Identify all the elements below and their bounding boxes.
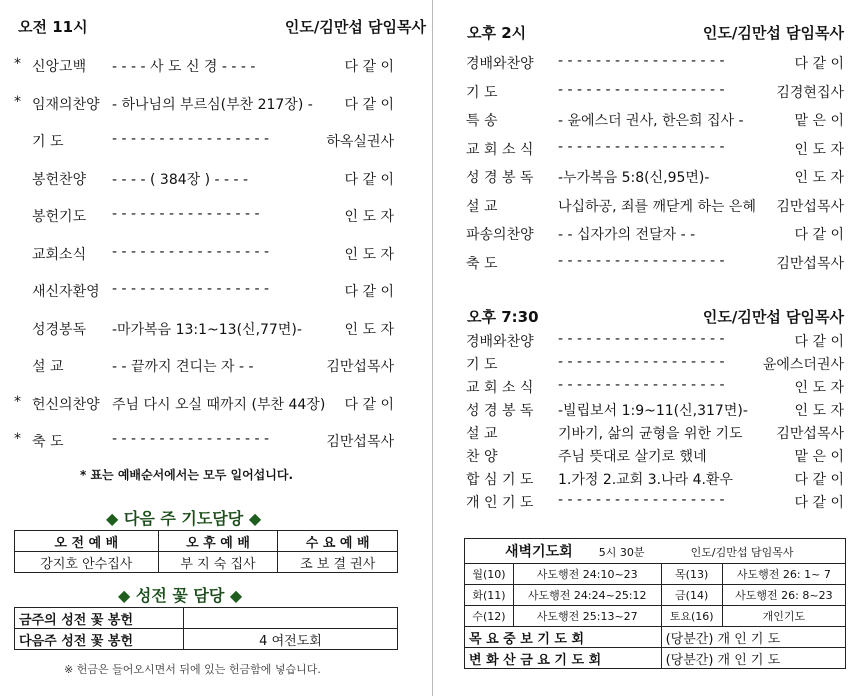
order-row <box>466 196 844 218</box>
order-content: - - - - - - - - - - - - - - - - - <box>112 131 270 147</box>
table-row <box>15 552 398 573</box>
order-label: 성 경 봉 독 <box>466 403 534 419</box>
order-row <box>14 394 394 418</box>
dawn-time: 5시 30분 <box>598 546 645 559</box>
order-content: - - - - - - - - - - - - - - - - - <box>112 243 270 260</box>
order-content: - - - - ( 384장 ) - - - - <box>112 171 249 188</box>
table-row <box>15 531 398 552</box>
table-row <box>465 585 846 606</box>
order-content: 주님 다시 오실 때까지 (부찬 44장) <box>112 396 326 413</box>
order-label: 합 심 기 도 <box>466 472 534 488</box>
order-row <box>466 139 844 161</box>
order-row <box>14 56 394 80</box>
order-who: 다 같 이 <box>344 396 394 413</box>
order-who: 김만섭목사 <box>776 255 844 272</box>
order-who: 김만섭목사 <box>326 434 394 450</box>
dawn-passage: 사도행전 24:24~25:12 <box>513 585 661 606</box>
order-content: - - - - - - - - - - - - - - - - - - <box>558 354 725 370</box>
order-who: 다 같 이 <box>344 171 394 188</box>
diamond-icon: ◆ <box>229 586 243 605</box>
order-row <box>466 423 844 445</box>
order-content: - - - - - - - - - - - - - - - - - - <box>558 331 725 347</box>
order-content: - 윤에스더 권사, 한은희 집사 - <box>558 113 744 129</box>
order-who: 인 도 자 <box>794 403 844 419</box>
order-content: - - - - - - - - - - - - - - - - - - <box>558 252 725 269</box>
order-row <box>466 469 844 491</box>
order-content: - - 끝까지 견디는 자 - - <box>112 359 254 375</box>
dawn-passage: 사도행전 26: 1~ 7 <box>722 564 845 585</box>
order-label: 설 교 <box>32 359 64 375</box>
order-who: 다 같 이 <box>344 96 394 113</box>
order-row <box>466 224 844 246</box>
order-content: - - - - - - - - - - - - - - - - - - <box>558 377 725 393</box>
thursday-prayer-label: 목 요 중 보 기 도 회 <box>465 627 662 648</box>
order-who: 인 도 자 <box>344 321 394 338</box>
order-row <box>466 446 844 468</box>
prayer-header-morning: 오 전 예 배 <box>15 531 159 552</box>
order-row <box>14 356 394 380</box>
friday-prayer-value: (당분간) 개 인 기 도 <box>661 648 845 669</box>
order-row <box>466 331 844 353</box>
order-content: 기바기, 삶의 균형을 위한 기도 <box>558 426 743 442</box>
afternoon-time: 오후 2시 <box>467 24 527 42</box>
order-content: - - - - - - - - - - - - - - - - - - <box>558 53 725 69</box>
evening-time: 오후 7:30 <box>467 308 539 326</box>
order-content: - - - - - - - - - - - - - - - - - - <box>558 492 725 508</box>
order-row <box>14 131 394 155</box>
order-who: 김만섭목사 <box>776 426 844 442</box>
order-row <box>466 400 844 422</box>
offering-footnote: ※ 헌금은 들어오시면서 뒤에 있는 헌금함에 넣습니다. <box>64 663 321 676</box>
order-who: 다 같 이 <box>794 334 844 350</box>
order-who: 다 같 이 <box>794 56 844 72</box>
order-row <box>466 354 844 376</box>
table-row <box>465 648 846 669</box>
table-row <box>15 608 398 629</box>
order-label: 찬 양 <box>466 449 498 465</box>
table-row <box>15 629 398 650</box>
order-content: - - - - - - - - - - - - - - - - - <box>112 431 270 447</box>
dawn-title: 새벽기도회 <box>505 544 573 560</box>
table-row <box>465 627 846 648</box>
order-who: 다 같 이 <box>794 227 844 243</box>
order-content: - - - - 사 도 신 경 - - - - <box>112 59 256 75</box>
order-label: 설 교 <box>466 426 498 442</box>
order-label: 경배와찬양 <box>466 56 534 72</box>
dawn-header <box>465 539 846 564</box>
order-row <box>14 319 394 343</box>
thursday-prayer-value: (당분간) 개 인 기 도 <box>661 627 845 648</box>
order-row <box>466 82 844 104</box>
order-label: 특 송 <box>466 113 498 129</box>
order-content: - - 십자가의 전달자 - - <box>558 227 696 243</box>
order-who: 다 같 이 <box>794 495 844 511</box>
order-label: 개 인 기 도 <box>466 495 534 511</box>
order-content: - - - - - - - - - - - - - - - - - <box>112 281 270 297</box>
prayer-duty-table <box>14 530 398 573</box>
dawn-day: 수(12) <box>465 606 514 627</box>
dawn-day: 월(10) <box>465 564 514 585</box>
order-label: 새신자환영 <box>32 284 100 300</box>
flower-value-this-week <box>184 608 398 629</box>
diamond-icon: ◆ <box>248 509 262 528</box>
order-who: 인 도 자 <box>344 246 394 263</box>
order-content: - - - - - - - - - - - - - - - - - - <box>558 138 725 155</box>
order-who: 김만섭목사 <box>326 359 394 375</box>
prayer-value-afternoon: 부 지 숙 집사 <box>158 552 278 573</box>
order-content: -마가복음 13:1~13(신,77면)- <box>112 321 302 338</box>
order-row <box>14 206 394 230</box>
diamond-icon: ◆ <box>106 509 119 528</box>
order-content: 1.가정 2.교회 3.나라 4.환우 <box>558 472 733 488</box>
order-label: 성경봉독 <box>32 321 87 338</box>
order-row <box>14 431 394 455</box>
order-row <box>14 169 394 193</box>
order-label: 파송의찬양 <box>466 227 534 243</box>
order-label: 봉헌찬양 <box>32 171 87 188</box>
order-row <box>466 110 844 132</box>
order-label: 설 교 <box>466 198 498 215</box>
table-row <box>465 539 846 564</box>
prayer-value-morning: 강지호 안수집사 <box>15 552 159 573</box>
order-content: - 하나님의 부르심(부찬 217장) - <box>112 96 313 113</box>
order-label: 교회소식 <box>32 246 87 263</box>
order-label: 봉헌기도 <box>32 209 87 225</box>
order-row <box>14 281 394 305</box>
dawn-passage: 사도행전 25:13~27 <box>513 606 661 627</box>
order-label: 임재의찬양 <box>32 96 100 113</box>
flower-duty-table <box>14 607 398 650</box>
order-star: * <box>14 431 21 447</box>
morning-time: 오전 11시 <box>18 18 88 36</box>
afternoon-leader: 인도/김만섭 담임목사 <box>702 24 844 42</box>
order-label: 경배와찬양 <box>466 334 534 350</box>
order-row <box>466 253 844 275</box>
order-content: -누가복음 5:8(신,95면)- <box>558 170 710 186</box>
prayer-value-wednesday: 조 보 결 권사 <box>278 552 398 573</box>
prayer-duty-title <box>106 506 261 529</box>
order-label: 기 도 <box>466 84 498 101</box>
order-row <box>14 244 394 268</box>
order-who: 다 같 이 <box>794 472 844 488</box>
order-label: 헌신의찬양 <box>32 396 100 413</box>
order-star: * <box>14 56 21 72</box>
dawn-day: 화(11) <box>465 585 514 606</box>
diamond-icon: ◆ <box>118 586 131 605</box>
dawn-passage: 사도행전 26: 8~23 <box>722 585 845 606</box>
dawn-prayer-table <box>464 538 846 669</box>
order-who: 하옥실권사 <box>326 134 394 150</box>
evening-leader: 인도/김만섭 담임목사 <box>702 308 844 326</box>
order-content: - - - - - - - - - - - - - - - - <box>112 206 260 222</box>
order-content: 주님 뜻대로 살기로 했네 <box>558 449 707 465</box>
order-row <box>466 492 844 514</box>
flower-label-next-week: 다음주 성전 꽃 봉헌 <box>15 629 184 650</box>
order-row <box>466 377 844 399</box>
friday-prayer-label: 변 화 산 금 요 기 도 회 <box>465 648 662 669</box>
order-who: 인 도 자 <box>794 380 844 396</box>
order-label: 성 경 봉 독 <box>466 170 534 186</box>
order-who: 다 같 이 <box>344 59 394 75</box>
flower-value-next-week: 4 여전도회 <box>184 629 398 650</box>
order-label: 기 도 <box>32 134 64 150</box>
column-divider <box>432 0 433 696</box>
prayer-header-afternoon: 오 후 예 배 <box>158 531 278 552</box>
order-label: 기 도 <box>466 357 498 373</box>
order-row <box>466 53 844 75</box>
order-label: 교 회 소 식 <box>466 141 534 158</box>
order-who: 인 도 자 <box>794 170 844 186</box>
order-content: -빌립보서 1:9~11(신,317면)- <box>558 403 748 419</box>
order-label: 신앙고백 <box>32 59 87 75</box>
order-who: 인 도 자 <box>794 141 844 158</box>
order-who: 김경현집사 <box>776 84 844 101</box>
order-who: 인 도 자 <box>344 209 394 225</box>
dawn-day: 토요(16) <box>661 606 722 627</box>
dawn-day: 목(13) <box>661 564 722 585</box>
order-label: 축 도 <box>466 255 498 272</box>
order-row <box>466 167 844 189</box>
order-star: * <box>14 393 21 410</box>
order-row <box>14 94 394 118</box>
flower-duty-title-text: 성전 꽃 담당 <box>135 586 225 605</box>
dawn-passage: 사도행전 24:10~23 <box>513 564 661 585</box>
order-who: 맡 은 이 <box>794 113 844 129</box>
prayer-header-wednesday: 수 요 예 배 <box>278 531 398 552</box>
morning-leader: 인도/김만섭 담임목사 <box>284 18 426 36</box>
order-content: 나십하공, 죄를 깨닫게 하는 은혜 <box>558 198 757 215</box>
order-who: 다 같 이 <box>344 284 394 300</box>
order-label: 교 회 소 식 <box>466 380 534 396</box>
order-who: 맡 은 이 <box>794 449 844 465</box>
table-row <box>465 606 846 627</box>
table-row <box>465 564 846 585</box>
dawn-day: 금(14) <box>661 585 722 606</box>
order-content: - - - - - - - - - - - - - - - - - - <box>558 81 725 98</box>
dawn-leader: 인도/김만섭 담임목사 <box>690 546 794 559</box>
standing-note: * 표는 예배순서에서는 모두 일어섭니다. <box>80 468 294 482</box>
flower-label-this-week: 금주의 성전 꽃 봉헌 <box>15 608 184 629</box>
order-label: 축 도 <box>32 434 64 450</box>
prayer-duty-title-text: 다음 주 기도담당 <box>123 509 244 528</box>
order-star: * <box>14 93 21 110</box>
flower-duty-title <box>118 583 242 606</box>
order-who: 김만섭목사 <box>776 198 844 215</box>
dawn-passage: 개인기도 <box>722 606 845 627</box>
order-who: 윤에스더권사 <box>762 357 844 373</box>
